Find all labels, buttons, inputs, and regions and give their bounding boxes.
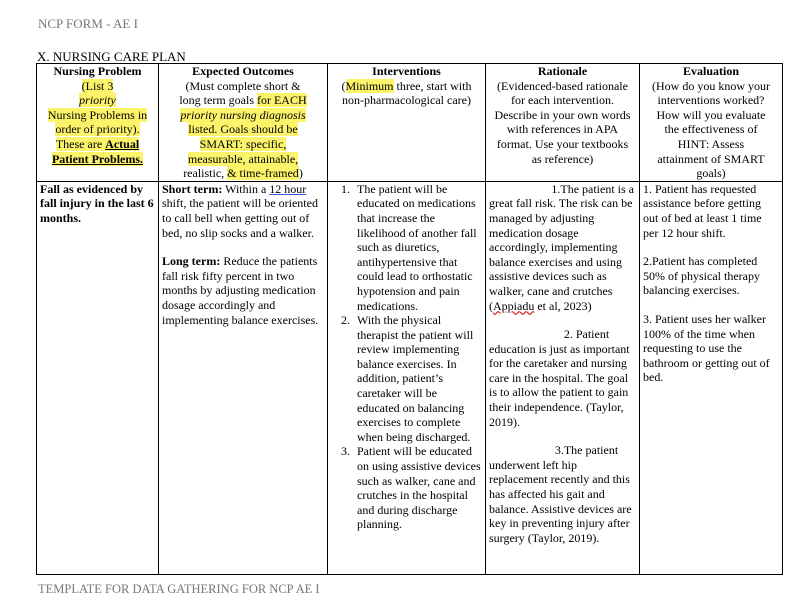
header-title: Rationale [537, 64, 588, 78]
header-text: Patient Problems. [51, 151, 144, 166]
header-evaluation [640, 64, 783, 182]
header-text: These are [55, 136, 106, 151]
header-text: with references in APA [506, 122, 619, 137]
rationale-body: et al, 2023) [534, 298, 592, 313]
header-text: Describe in your own words [494, 107, 631, 122]
rationale-body: underwent left hip replacement recently and this has affected his gait and balance. Assistive devices are key in preventing injury after surgery (Taylor, 2019). [489, 457, 632, 545]
spacer [489, 313, 636, 327]
header-text: (Evidenced-based rationale [497, 78, 628, 93]
header-line [40, 108, 155, 123]
header-text: Nursing Problems in [47, 107, 148, 122]
rationale-cell [486, 181, 640, 574]
header-line [40, 122, 155, 137]
section-title: X. NURSING CARE PLAN [37, 49, 186, 64]
header-line [162, 122, 324, 137]
header-text: order of priority). [55, 122, 140, 137]
rationale-lead: 1.The patient is a [551, 181, 634, 196]
short-term-text: shift, the patient will be oriented to call bell when getting out of bed, no slip socks and a walker. [162, 196, 318, 240]
rationale-lead: 3.The patient [554, 443, 619, 458]
header-text: SMART: specific, [199, 136, 287, 151]
header-row [37, 64, 783, 182]
header-line [40, 93, 155, 108]
outcomes-cell [159, 181, 328, 574]
evaluation-cell [640, 181, 783, 574]
header-line [162, 152, 324, 167]
long-term-text: Reduce the patients fall risk fifty percent in two months by adjusting medication dosage accordingly and implementing balance exercises. [162, 254, 319, 327]
header-text: (Must complete short & [185, 78, 301, 93]
interventions-cell [328, 181, 486, 574]
header-line [162, 166, 324, 181]
long-term-label: Long term: [162, 254, 221, 269]
problem-cell [37, 181, 159, 574]
header-title: Expected Outcomes [192, 64, 294, 78]
header-expected-outcomes [159, 64, 328, 182]
intervention-item: 3. Patient will be educated on using assistive devices such as walker, cane and crutches in the hospital and during discharge planning. [353, 444, 482, 532]
header-text: long term goals [179, 93, 257, 108]
header-text: the effectiveness of [664, 122, 758, 137]
care-plan-row [37, 181, 783, 574]
rationale-citation: Appiadu [493, 298, 535, 313]
header-text: for EACH [256, 93, 307, 108]
header-text: listed. Goals should be [188, 122, 298, 137]
spacer [162, 240, 324, 254]
header-line [40, 152, 155, 167]
header-text: Minimum [345, 78, 394, 93]
rationale-body: great fall risk. The risk can be managed by adjusting medication dosage accordingly, implementing balance exercises and using assistive devices such as walker, cane and crutches ( [489, 196, 633, 313]
header-rationale [486, 64, 640, 182]
intervention-item: 2. With the physical therapist the patient will review implementing balance exercises. In addition, patient’s caretaker will be educated on balancing exercises to complete when being discharged. [353, 313, 482, 444]
header-line [162, 93, 324, 108]
header-text: HINT: Assess [677, 136, 745, 151]
spacer [489, 429, 636, 443]
header-text: three, start with [393, 78, 472, 93]
header-line [40, 79, 155, 94]
header-text: for each intervention. [511, 93, 614, 108]
header-title: Nursing Problem [53, 64, 142, 78]
header-interventions [328, 64, 486, 182]
header-text: How will you evaluate [656, 107, 766, 122]
header-title: Evaluation [682, 64, 739, 78]
intervention-item: 1. The patient will be educated on medications that increase the likelihood of another fall such as diuretics, antihypertensive that could lead to orthostatic hypotension and pain medications. [353, 182, 482, 313]
spacer [643, 240, 779, 254]
rationale-body: education is just as important for the caretaker and nursing care in the hospital. The goal is to allow the patient to gain their independence. (Taylor, 2019). [489, 341, 630, 429]
evaluation-item: 3. Patient uses her walker 100% of the time when requesting to use the bathroom or getting out of bed. [643, 311, 770, 385]
rationale-lead: 2. Patient [563, 327, 610, 342]
header-text: ( [341, 78, 346, 93]
header-title: Interventions [372, 64, 441, 78]
header-line [331, 79, 482, 94]
interventions-list [331, 182, 482, 532]
header-text: non-pharmacological care) [342, 93, 471, 108]
header-text: measurable, attainable, [187, 151, 299, 166]
evaluation-item: 1. Patient has requested assistance before getting out of bed at least 1 time per 12 hour shift. [643, 181, 762, 240]
form-title: NCP FORM - AE I [38, 16, 138, 31]
header-text: goals) [696, 166, 726, 181]
footer-text: TEMPLATE FOR DATA GATHERING FOR NCP AE I [38, 582, 320, 596]
rationale-item [489, 443, 636, 545]
header-text: realistic, [183, 166, 228, 181]
header-nursing-problem [37, 64, 159, 182]
nursing-problem-text: Fall as evidenced by fall injury in the last 6 months. [40, 181, 154, 225]
rationale-item [489, 327, 636, 429]
header-text: priority [79, 93, 116, 108]
short-term-label: Short term: [162, 181, 223, 196]
header-text: (List 3 [81, 78, 114, 93]
header-text: attainment of SMART [657, 151, 765, 166]
header-text: format. Use your textbooks [496, 136, 629, 151]
nursing-care-plan-table [36, 63, 783, 575]
short-term-time: 12 hour [269, 181, 307, 196]
header-text: as reference) [531, 151, 594, 166]
header-line [40, 137, 155, 152]
header-text: priority nursing diagnosis [180, 107, 306, 122]
header-text: (How do you know your [652, 78, 770, 93]
header-line [162, 137, 324, 152]
header-text: interventions worked? [657, 93, 765, 108]
evaluation-item: 2.Patient has completed 50% of physical therapy balancing exercises. [643, 254, 760, 298]
header-text: Actual [105, 136, 140, 151]
header-text: & time-framed [227, 166, 299, 181]
short-term-goal [162, 182, 324, 240]
short-term-text: Within a [222, 181, 270, 196]
header-text: ) [298, 166, 303, 181]
spacer [643, 298, 779, 312]
long-term-goal [162, 254, 324, 327]
header-line [162, 108, 324, 123]
rationale-item [489, 182, 636, 313]
